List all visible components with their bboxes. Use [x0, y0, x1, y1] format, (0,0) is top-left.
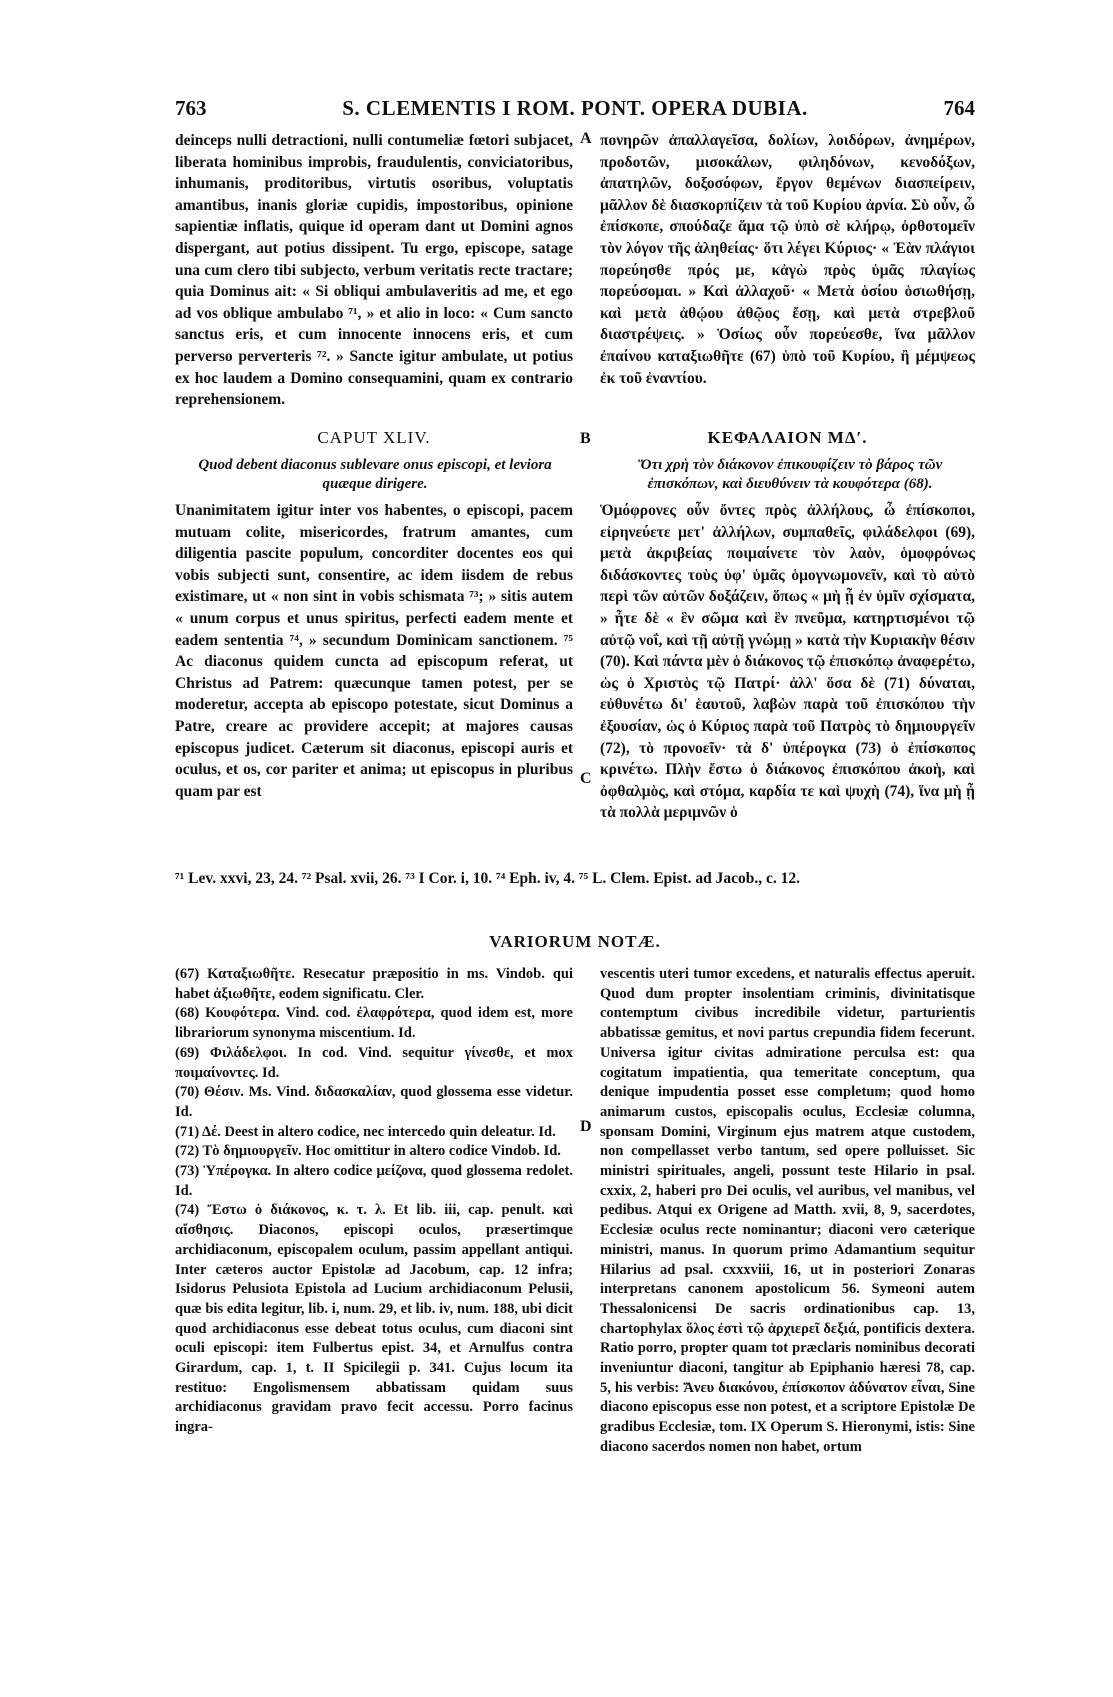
variorum-notes-title: VARIORUM NOTÆ.: [489, 932, 661, 951]
notes-right-column: [600, 965, 975, 1615]
note-67: (67) Καταξιωθῆτε. Resecatur præpositio in ms. Vindob. qui habet ἀξιωθῆτε, eodem significatu. Cler.: [175, 966, 573, 1002]
note-74-continued: vescentis uteri tumor excedens, et naturalis effectus aperuit. Quod dum propter insolentiam criminis, divinitatisque contemptum civibus incredibile videtur, parturientis abbatissæ gemitus, et novi partus crepundia fidem fecerunt. Universa igitur civitas admiratione perculsa est: qua cogitatum impatientia, qua temeritate conceptum, qua denique impudentia posset esse completum; quod homo animarum custos, episcopalis oculus, Ecclesiæ columna, sponsam Domini, Virginum ejus matrem atque custodem, non compellasset verbo tantum, sed opere polluisset. Sic ministri spirituales, angeli, possunt teste Hilario in psal. cxxix, 2, haberi pro Dei oculis, vel auribus, vel manibus, vel pedibus. Atqui ex Origene ad Matth. xvii, 8, 9, sacerdotes, Ecclesiæ oculus recte nominantur; diaconi vero cæterique ministri, manus. In quorum primo Adamantium sequitur Hilarius ad psal. cxxxviii, 16, ut in posteriori Zonaras interpretans canonem apostolicum 56. Symeoni autem Thessalonicensi De sacris ordinationibus cap. 13, chartophylax ὅλος ἐστὶ τῷ ἀρχιερεῖ δεξιά, pontificis dextera. Ratio porro, propter quam tot præclaris nominibus decorati inveniuntur diaconi, tangitur ab Epiphanio hæresi 78, cap. 5, his verbis: Ἄνευ διακόνου, ἐπίσκοπον ἀδύνατον εἶναι, Sine diacono episcopus esse non potest, et a scriptore Epistolæ De gradibus Ecclesiæ, tom. IX Operum S. Hieronymi, istis: Sine diacono sacerdos nomen non habet, ortum: [600, 966, 975, 1455]
margin-letter-c: C: [580, 770, 592, 787]
note-68: (68) Κουφότερα. Vind. cod. ἐλαφρότερα, quod idem est, more librariorum synonyma miscentium. Id.: [175, 1005, 573, 1042]
note-71: (71) Δέ. Deest in altero codice, nec intercedo quin deleatur. Id.: [175, 1123, 556, 1140]
left-page-number: 763: [175, 96, 207, 120]
margin-letter-d: D: [580, 1118, 592, 1135]
notes-left-column: [175, 965, 573, 1615]
scripture-footnotes: ⁷¹ Lev. xxvi, 23, 24. ⁷² Psal. xvii, 26. ⁷³ I Cor. i, 10. ⁷⁴ Eph. iv, 4. ⁷⁵ L. Clem. Epist. ad Jacob., c. 12.: [175, 870, 801, 887]
margin-letter-b: B: [580, 430, 591, 447]
note-70: (70) Θέσιν. Ms. Vind. διδασκαλίαν, quod glossema esse videtur. Id.: [175, 1084, 573, 1120]
right-page-number: 764: [943, 96, 975, 120]
margin-letter-a: A: [580, 130, 592, 147]
latin-chapter-title: CAPUT XLIV.: [317, 428, 431, 447]
latin-chapter-text: Unanimitatem igitur inter vos habentes, o episcopi, pacem mutuam colite, misericordes, fratrum amantes, cum diligentia pascite populum, concorditer docentes eos qui vobis subjecti sunt, consentire, ac idem iisdem de rebus existimare, ut « non sint in vobis schismata ⁷³; » sitis autem « unum corpus et unus spiritus, perfecti eadem mente et eadem sententia ⁷⁴, » secundum Dominicam sanctionem. ⁷⁵ Ac diaconus quidem cuncta ad episcopum referat, ut Christus ad Patrem: quæcunque tamen potest, per se moderetur, accepta ab episcopo potestate, sicut Dominus a Patre, creare ac providere accepit; at majores causas episcopus judicet. Cæterum sit diaconus, episcopi auris et oculus, et os, cor pariter et anima; ut episcopus in pluribus quam par est: [175, 502, 573, 800]
note-69: (69) Φιλάδελφοι. In cod. Vind. sequitur γίνεσθε, et mox ποιμαίνοντες. Id.: [175, 1044, 573, 1081]
running-title: S. CLEMENTIS I ROM. PONT. OPERA DUBIA.: [342, 96, 808, 120]
greek-top-text: πονηρῶν ἀπαλλαγεῖσα, δολίων, λοιδόρων, ἀνημέρων, προδοτῶν, μισοκάλων, φιληδόνων, κενοδόξων, ἀπατηλῶν, δοξοσόφων, ἔργον θεμένων διασπείρειν, μᾶλλον δὲ διασκορπίζειν τὰ τοῦ Κυρίου ἀρνία. Σὺ οὖν, ὦ ἐπίσκοπε, σπούδαζε ἅμα τῷ ὑπὸ σὲ κλήρῳ, ὀρθοτομεῖν τὸν λόγον τῆς ἀληθείας· ὅτι λέγει Κύριος· « Ἐὰν πλάγιοι πορεύησθε πρός με, κἀγὼ πρὸς ὑμᾶς πλαγίως πορεύσομαι. » Καὶ ἀλλαχοῦ· « Μετὰ ὁσίου ὁσιωθήσῃ, καὶ μετὰ ἀθῴου ἀθῷος ἔσῃ, καὶ μετὰ στρεβλοῦ διαστρέψεις. » Ὁσίως οὖν πορεύεσθε, ἵνα μᾶλλον ἐπαίνου καταξιωθῆτε (67) ὑπὸ τοῦ Κυρίου, ἢ μέμψεως ἐκ τοῦ ἐναντίου.: [600, 132, 975, 387]
note-73: (73) Ὑπέρογκα. In altero codice μείζονα, quod glossema redolet. Id.: [175, 1163, 573, 1199]
greek-chapter-title: ΚΕΦΑΛΑΙΟΝ ΜΔʹ.: [707, 428, 868, 447]
latin-top-text: deinceps nulli detractioni, nulli contumeliæ fœtori subjacet, liberata hominibus improbis, fraudulentis, conviciatoribus, inhumanis, proditoribus, virtutis osoribus, voluptatis amantibus, inanis gloriæ cupidis, impostoribus, opinione sapientiæ inflatis, quique id operam dant ut Domini agnos dispergant, aut potius dissipent. Tu ergo, episcope, satage una cum clero tibi subjecto, verbum veritatis recte tractare; quia Dominus ait: « Si obliqui ambulaveritis ad me, et ego ad vos oblique ambulabo ⁷¹, » et alio in loco: « Cum sancto sanctus eris, et cum innocente innocens eris, et cum perverso perverteris ⁷². » Sancte igitur ambulate, ut potius ex hoc laudem a Domino consequamini, quam ex contrario reprehensionem.: [175, 132, 573, 409]
greek-chapter-summary: Ὅτι χρὴ τὸν διάκονον ἐπικουφίζειν τὸ βάρος τῶν ἐπισκόπων, καὶ διευθύνειν τὰ κουφότερα (68).: [637, 457, 943, 492]
note-72: (72) Τὸ δημιουργεῖν. Hoc omittitur in altero codice Vindob. Id.: [175, 1143, 561, 1160]
running-header: [175, 96, 975, 126]
greek-chapter-text: Ὁμόφρονες οὖν ὄντες πρὸς ἀλλήλους, ὦ ἐπίσκοποι, εἰρηνεύετε μετ' ἀλλήλων, συμπαθεῖς, φιλάδελφοι (69), μετὰ ἀκριβείας ποιμαίνετε τὸν λαὸν, ὁμοφρόνως διδάσκοντες τοὺς ὑφ' ὑμᾶς ὁμογνωμονεῖν, καὶ τὸ αὐτὸ περὶ τῶν αὐτῶν δοξάζειν, ὅπως « μὴ ᾖ ἐν ὑμῖν σχίσματα, » ἦτε δὲ « ἓν σῶμα καὶ ἓν πνεῦμα, κατηρτισμένοι τῷ αὐτῷ νοΐ, καὶ τῇ αὐτῇ γνώμῃ » κατὰ τὴν Κυριακὴν θέσιν (70). Καὶ πάντα μὲν ὁ διάκονος τῷ ἐπισκόπῳ ἀναφερέτω, ὡς ὁ Χριστὸς τῷ Πατρί· ἀλλ' ὅσα δὲ (71) δύναται, εὐθυνέτω δι' ἑαυτοῦ, λαβὼν παρὰ τοῦ ἐπισκόπου τὴν ἐξουσίαν, ὡς ὁ Κύριος παρὰ τοῦ Πατρὸς τὸ δημιουργεῖν (72), τὸ προνοεῖν· τὰ δ' ὑπέρογκα (73) ὁ ἐπίσκοπος κρινέτω. Πλὴν ἔστω ὁ διάκονος ἐπισκόπου ἀκοὴ, καὶ ὀφθαλμὸς, καὶ στόμα, καρδία τε καὶ ψυχὴ (74), ἵνα μὴ ᾖ τὰ πολλὰ μεριμνῶν ὁ: [600, 502, 975, 822]
note-74: (74) Ἔστω ὁ διάκονος, κ. τ. λ. Et lib. iii, cap. penult. καὶ αἴσθησις. Diaconos, episcopi oculos, præsertimque archidiaconum, episcopalem oculum, passim appellant antiqui. Inter cæteros auctor Epistolæ ad Jacobum, cap. 12 infra; Isidorus Pelusiota Epistola ad Lucium archidiaconum Pelusii, quæ bis edita legitur, lib. i, num. 29, et lib. iv, num. 188, ubi dicit quod archidiaconus esse debeat totus oculus, cum diaconi sint oculi episcopi: item Fulbertus epist. 34, et Arnulfus contra Girardum, cap. 1, t. II Spicilegii p. 341. Cujus locum ita restituo: Engolismensem abbatissam quidam suus archidiaconus gravidam pravo fecit accessu. Porro facinus ingra-: [175, 1202, 573, 1436]
latin-chapter-summary: Quod debent diaconus sublevare onus episcopi, et leviora quæque dirigere.: [198, 457, 552, 492]
